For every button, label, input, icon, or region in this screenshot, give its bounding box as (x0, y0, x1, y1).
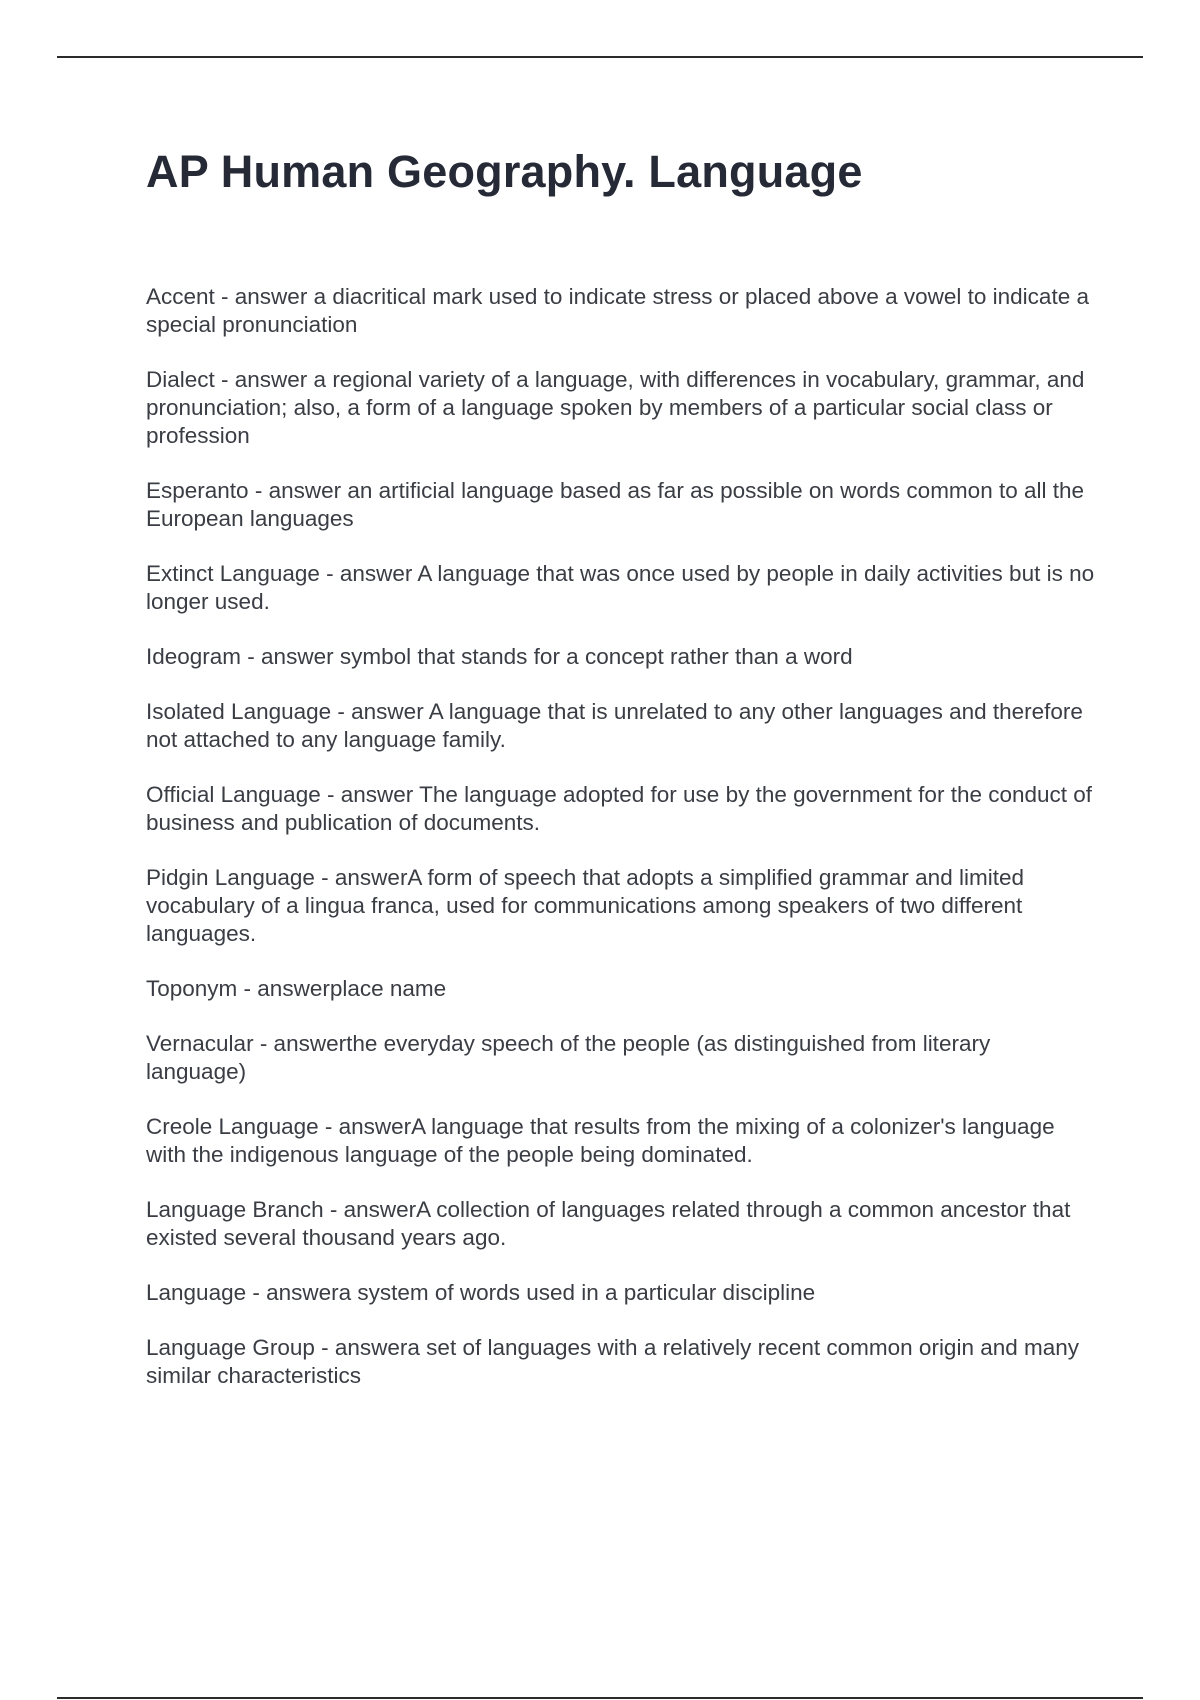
page-title: AP Human Geography. Language (146, 146, 863, 197)
definition-creole-language: Creole Language - answerA language that results from the mixing of a colonizer's language with the indigenous language of the people being dominated. (146, 1114, 1055, 1167)
definition-esperanto: Esperanto - answer an artificial language based as far as possible on words common to all the European languages (146, 478, 1085, 531)
definition-extinct-language: Extinct Language - answer A language that was once used by people in daily activities but is no longer used. (146, 561, 1095, 614)
definition-language: Language - answera system of words used in a particular discipline (146, 1280, 816, 1305)
definition-language-group: Language Group - answera set of languages with a relatively recent common origin and many similar characteristics (146, 1335, 1080, 1388)
top-divider (57, 56, 1143, 58)
definition-ideogram: Ideogram - answer symbol that stands for a concept rather than a word (146, 644, 853, 669)
definition-language-branch: Language Branch - answerA collection of languages related through a common ancestor that existed several thousand years ago. (146, 1197, 1071, 1250)
definition-list (146, 283, 1096, 1417)
definition-vernacular: Vernacular - answerthe everyday speech of the people (as distinguished from literary language) (146, 1031, 991, 1084)
definition-pidgin-language: Pidgin Language - answerA form of speech that adopts a simplified grammar and limited vocabulary of a lingua franca, used for communications among speakers of two different languages. (146, 865, 1024, 946)
definition-accent: Accent - answer a diacritical mark used to indicate stress or placed above a vowel to indicate a special pronunciation (146, 284, 1089, 337)
definition-toponym: Toponym - answerplace name (146, 976, 447, 1001)
definition-isolated-language: Isolated Language - answer A language that is unrelated to any other languages and therefore not attached to any language family. (146, 699, 1083, 752)
definition-official-language: Official Language - answer The language adopted for use by the government for the conduct of business and publication of documents. (146, 782, 1093, 835)
bottom-divider (57, 1697, 1143, 1699)
definition-dialect: Dialect - answer a regional variety of a language, with differences in vocabulary, grammar, and pronunciation; also, a form of a language spoken by members of a particular social class or profession (146, 367, 1085, 448)
